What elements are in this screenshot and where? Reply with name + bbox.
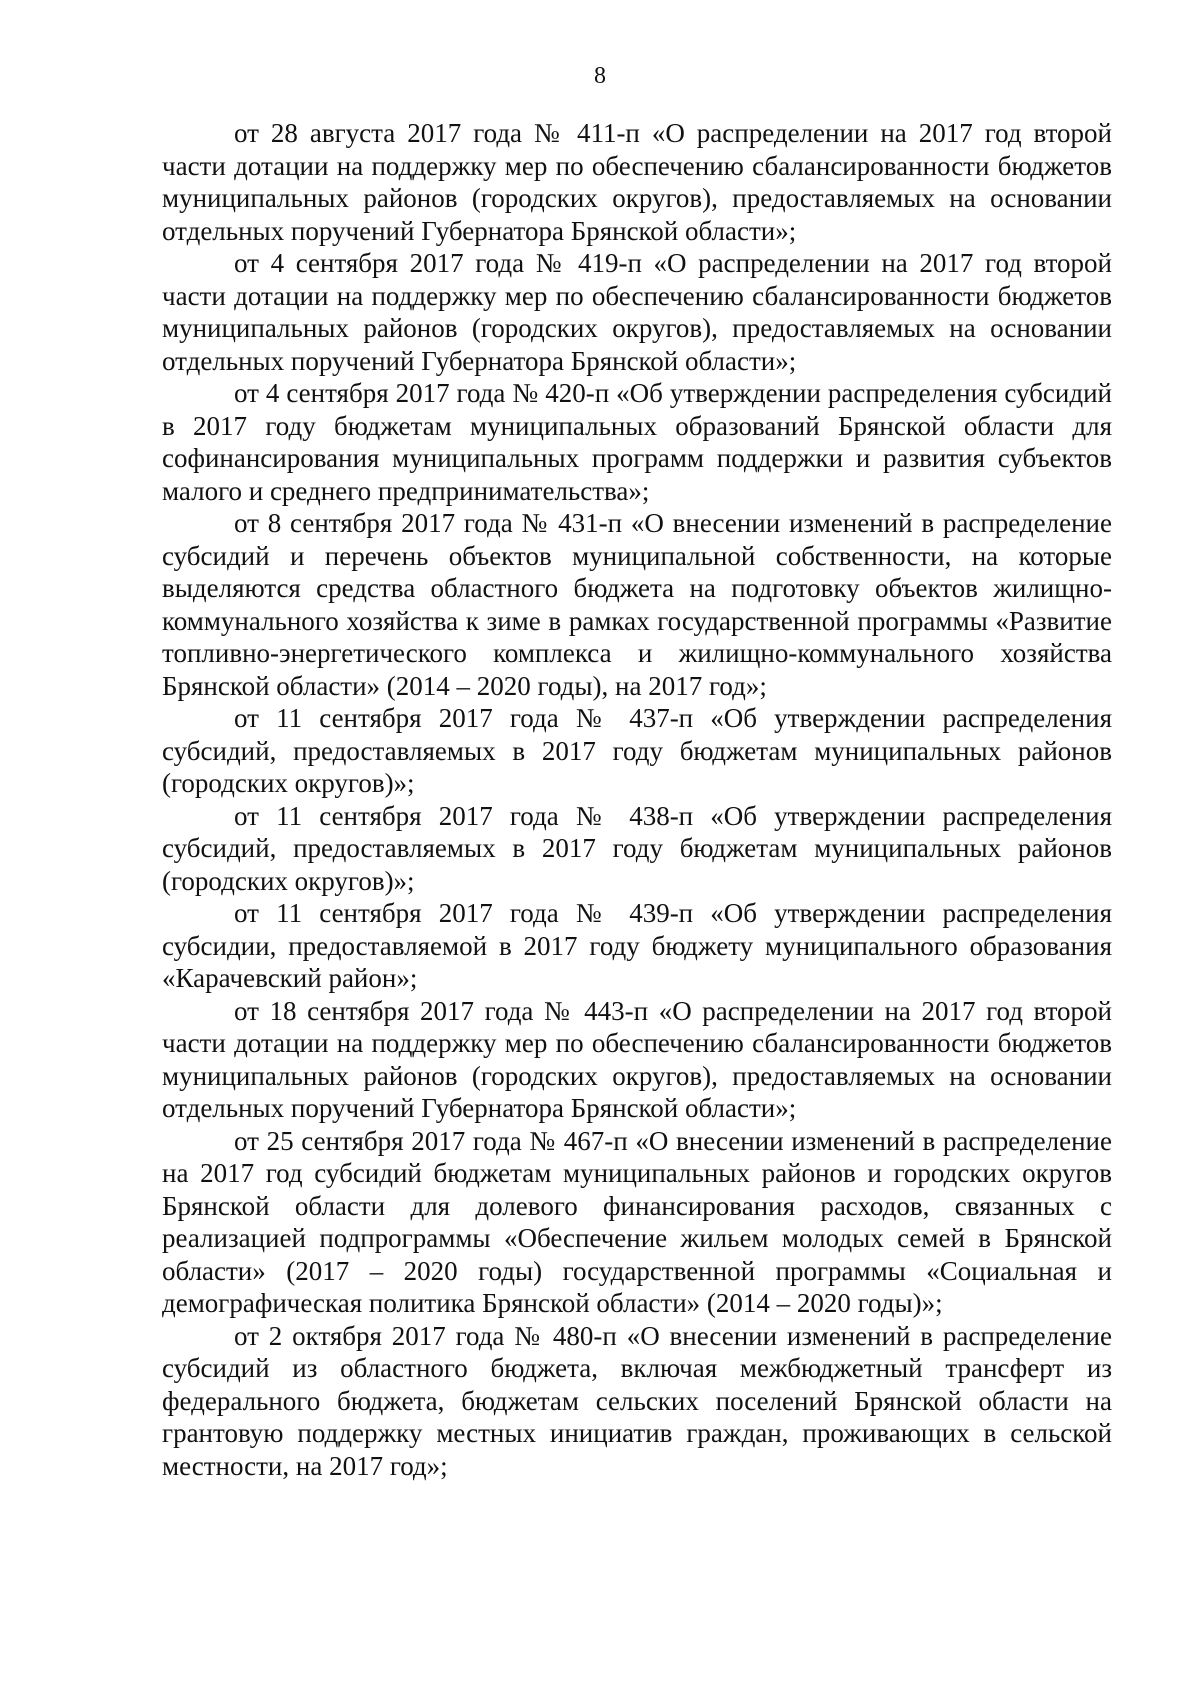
page-number: 8 — [594, 63, 606, 89]
paragraph-resolution-443: от 18 сентября 2017 года № 443-п «О распределении на 2017 год второй части дотации на поддержку мер по обеспечению сбалансированности бюджетов муниципальных районов (городских округов), предоставляемых на основании отдельных поручений Губернатора Брянской области»; — [162, 995, 1112, 1123]
document-body — [162, 117, 1112, 1482]
paragraph-resolution-411: от 28 августа 2017 года № 411-п «О распределении на 2017 год второй части дотации на поддержку мер по обеспечению сбалансированности бюджетов муниципальных районов (городских округов), предоставляемых на основании отдельных поручений Губернатора Брянской области»; — [162, 118, 1112, 246]
paragraph-resolution-437: от 11 сентября 2017 года № 437-п «Об утверждении распределения субсидий, предоставляемых в 2017 году бюджетам муниципальных районов (городских округов)»; — [162, 703, 1112, 798]
paragraph-resolution-467: от 25 сентября 2017 года № 467-п «О внесении изменений в распределение на 2017 год субсидий бюджетам муниципальных районов и городских округов Брянской области для долевого финансирования расходов, связанных с реализацией подпрограммы «Обеспечение жильем молодых семей в Брянской области» (2017 – 2020 годы) государственной программы «Социальная и демографическая политика Брянской области» (2014 – 2020 годы)»; — [162, 1125, 1112, 1318]
paragraph-resolution-438: от 11 сентября 2017 года № 438-п «Об утверждении распределения субсидий, предоставляемых в 2017 году бюджетам муниципальных районов (городских округов)»; — [162, 800, 1112, 896]
paragraph-resolution-420: от 4 сентября 2017 года № 420-п «Об утверждении распределения субсидий в 2017 году бюджетам муниципальных образований Брянской области для софинансирования муниципальных программ поддержки и развития субъектов малого и среднего предпринимательства»; — [162, 378, 1112, 506]
paragraph-resolution-431: от 8 сентября 2017 года № 431-п «О внесении изменений в распределение субсидий и перечень объектов муниципальной собственности, на которые выделяются средства областного бюджета на подготовку объектов жилищно-коммунального хозяйства к зиме в рамках государственной программы «Развитие топливно-энергетического комплекса и жилищно-коммунального хозяйства Брянской области» (2014 – 2020 годы), на 2017 год»; — [162, 508, 1112, 701]
paragraph-resolution-439: от 11 сентября 2017 года № 439-п «Об утверждении распределения субсидии, предоставляемой в 2017 году бюджету муниципального образования «Карачевский район»; — [162, 898, 1112, 993]
paragraph-resolution-480: от 2 октября 2017 года № 480-п «О внесении изменений в распределение субсидий из областного бюджета, включая межбюджетный трансферт из федерального бюджета, бюджетам сельских поселений Брянской области на грантовую поддержку местных инициатив граждан, проживающих в сельской местности, на 2017 год»; — [162, 1320, 1112, 1481]
paragraph-resolution-419: от 4 сентября 2017 года № 419-п «О распределении на 2017 год второй части дотации на поддержку мер по обеспечению сбалансированности бюджетов муниципальных районов (городских округов), предоставляемых на основании отдельных поручений Губернатора Брянской области»; — [162, 248, 1112, 376]
